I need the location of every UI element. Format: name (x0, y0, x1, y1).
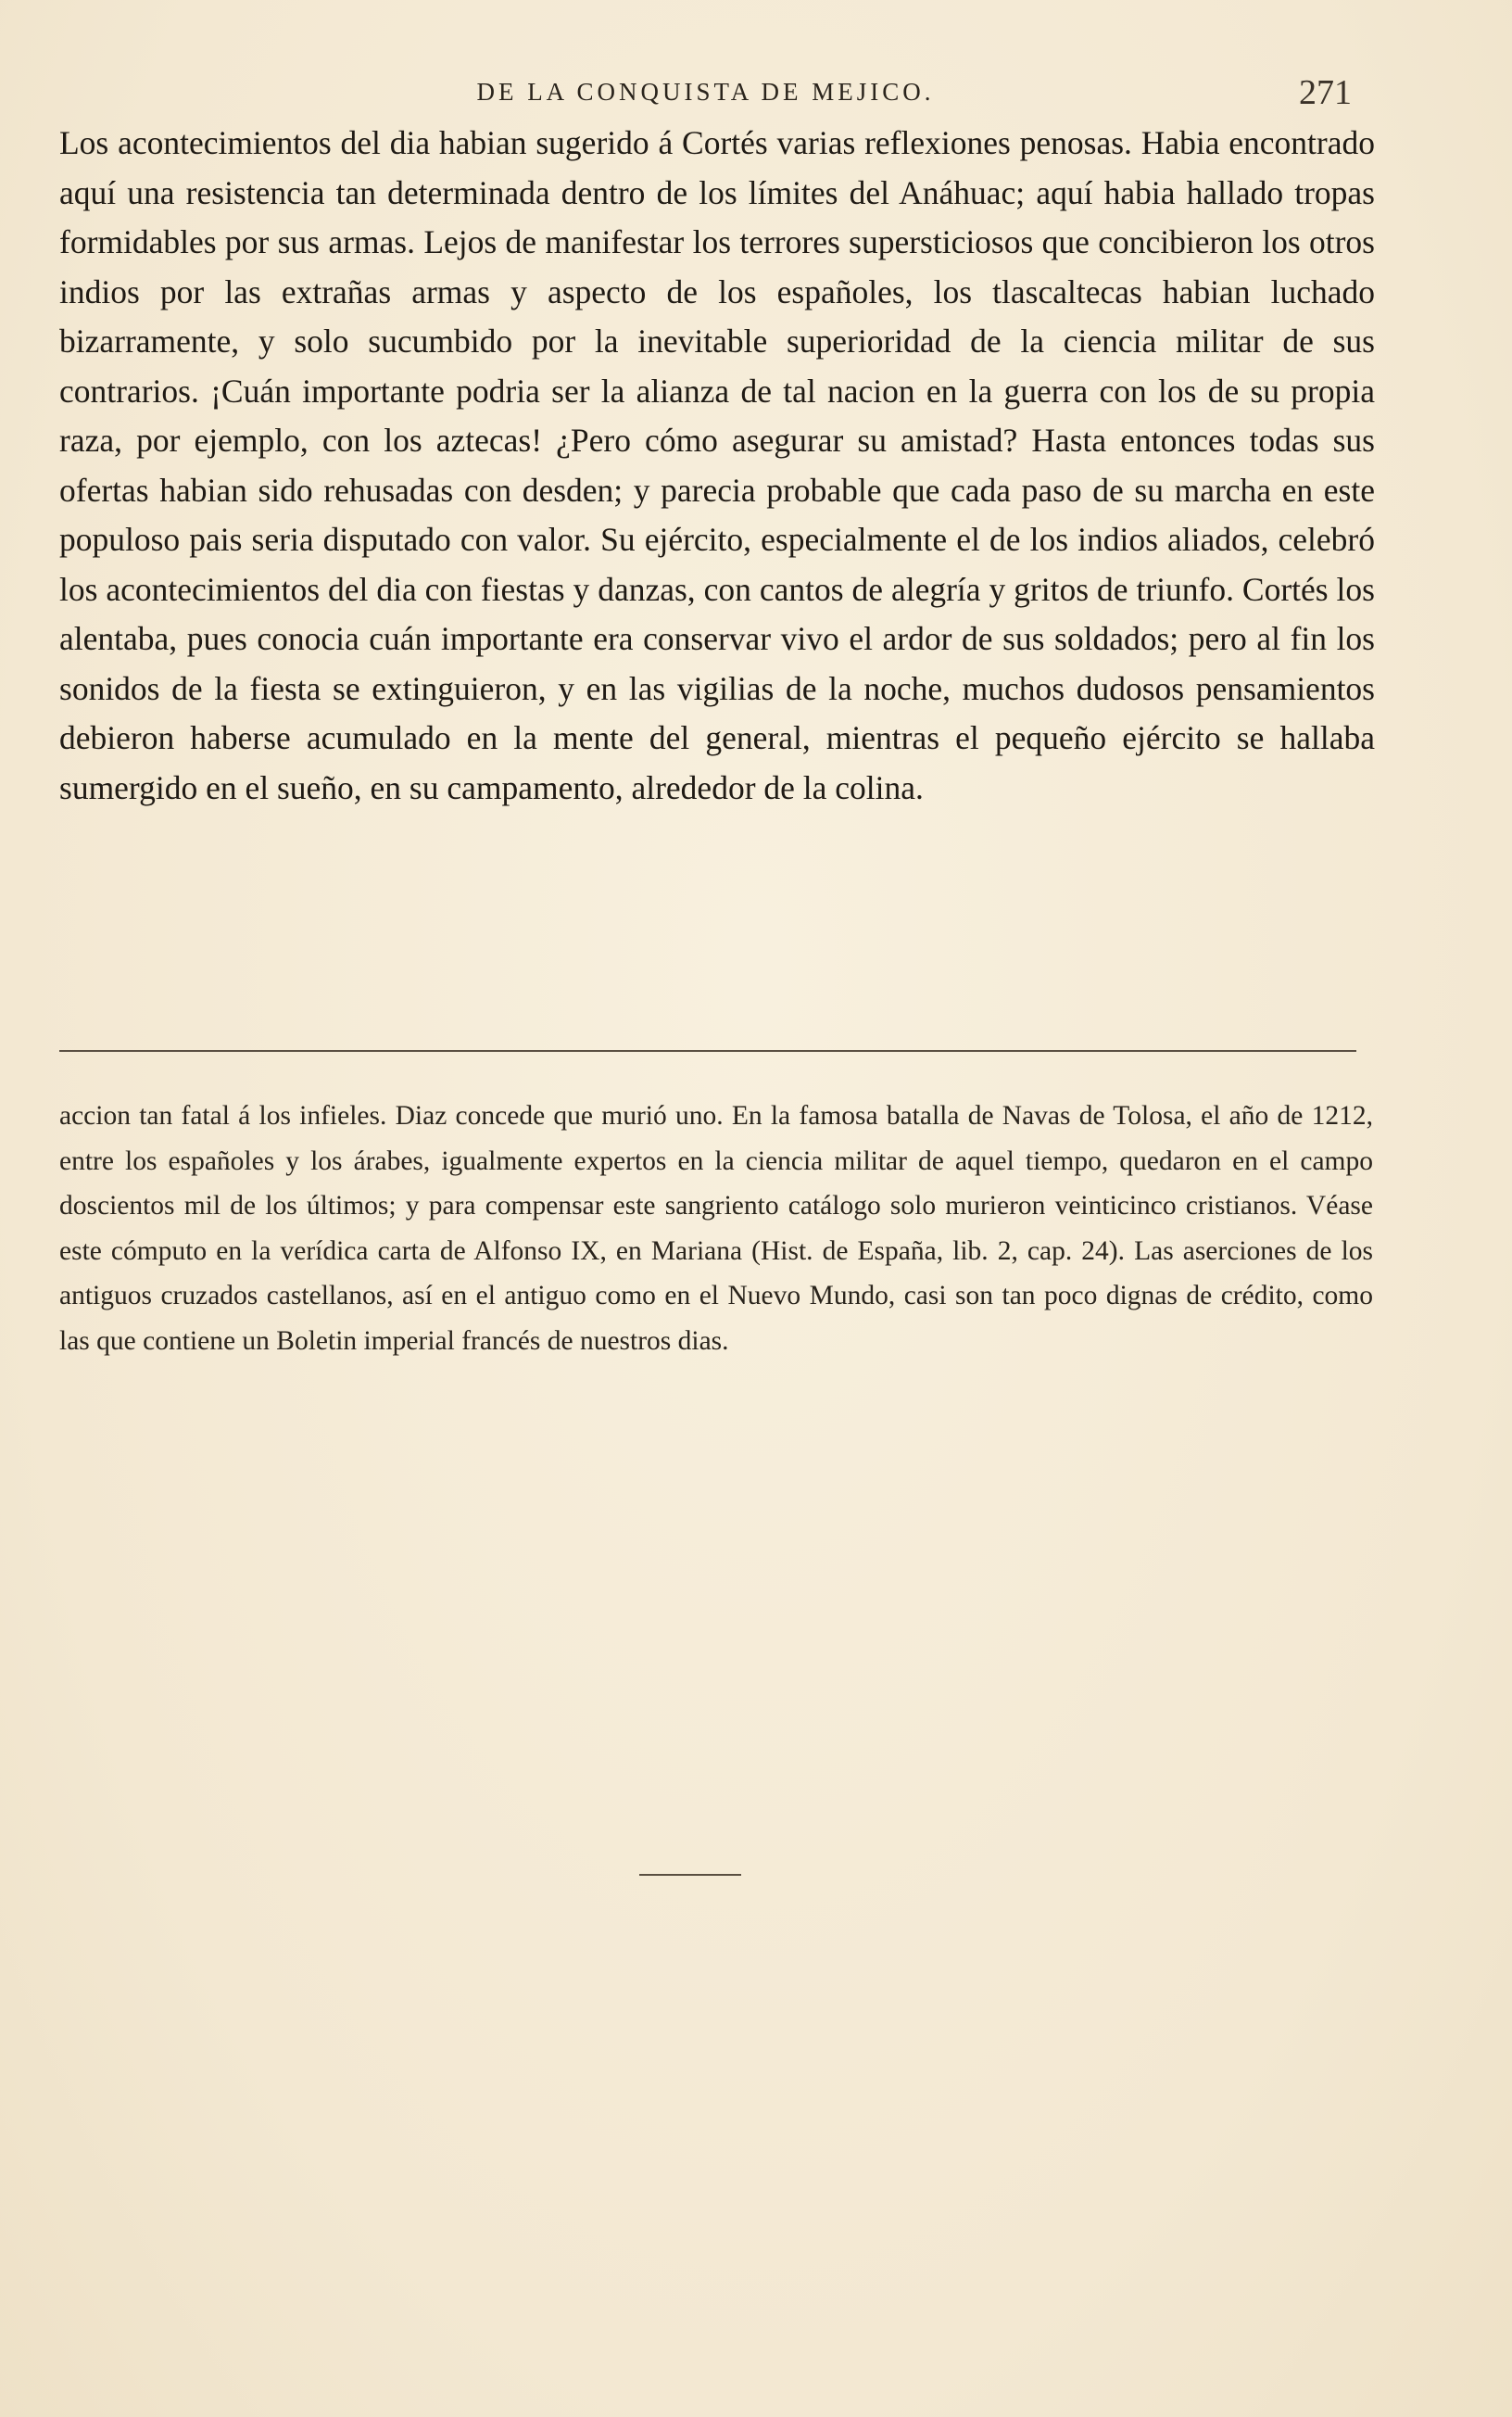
end-rule (639, 1874, 741, 1876)
page-number: 271 (1299, 73, 1352, 112)
main-text (59, 119, 1375, 813)
body-paragraph: Los acontecimientos del dia habian sugerido á Cortés varias reflexiones penosas. Habia encontrado aquí una resistencia tan determinada dentro de los límites del Anáhuac; aquí habia hallado tropas formidables por sus armas. Lejos de manifestar los terrores supersticiosos que concibieron los otros indios por las extrañas armas y aspecto de los españoles, los tlascaltecas habian luchado bizarramente, y solo sucumbido por la inevitable superioridad de la ciencia militar de sus contrarios. ¡Cuán importante podria ser la alianza de tal nacion en la guerra con los de su propia raza, por ejemplo, con los aztecas! ¿Pero cómo asegurar su amistad? Hasta entonces todas sus ofertas habian sido rehusadas con desden; y parecia probable que cada paso de su marcha en este populoso pais seria disputado con valor. Su ejército, especialmente el de los indios aliados, celebró los acontecimientos del dia con fiestas y danzas, con cantos de alegría y gritos de triunfo. Cortés los alentaba, pues conocia cuán importante era conservar vivo el ardor de sus soldados; pero al fin los sonidos de la fiesta se extinguieron, y en las vigilias de la noche, muchos dudosos pensamientos debieron haberse acumulado en la mente del general, mientras el pequeño ejército se hallaba sumergido en el sueño, en su campamento, alrededor de la colina. (59, 124, 1375, 806)
footnote-text: accion tan fatal á los infieles. Diaz concede que murió uno. En la famosa batalla de Navas de Tolosa, el año de 1212, entre los españoles y los árabes, igualmente expertos en la ciencia militar de aquel tiempo, quedaron en el campo doscientos mil de los últimos; y para compensar este sangriento catálogo solo murieron veinticinco cristianos. Véase este cómputo en la verídica carta de Alfonso IX, en Mariana (Hist. de España, lib. 2, cap. 24). Las aserciones de los antiguos cruzados castellanos, así en el antiguo como en el Nuevo Mundo, casi son tan poco dignas de crédito, como las que contiene un Boletin imperial francés de nuestros dias. (59, 1101, 1373, 1356)
running-title: DE LA CONQUISTA DE MEJICO. (476, 78, 935, 106)
footnote (59, 1094, 1373, 1363)
footnote-divider (59, 1050, 1356, 1052)
running-head (59, 72, 1352, 119)
